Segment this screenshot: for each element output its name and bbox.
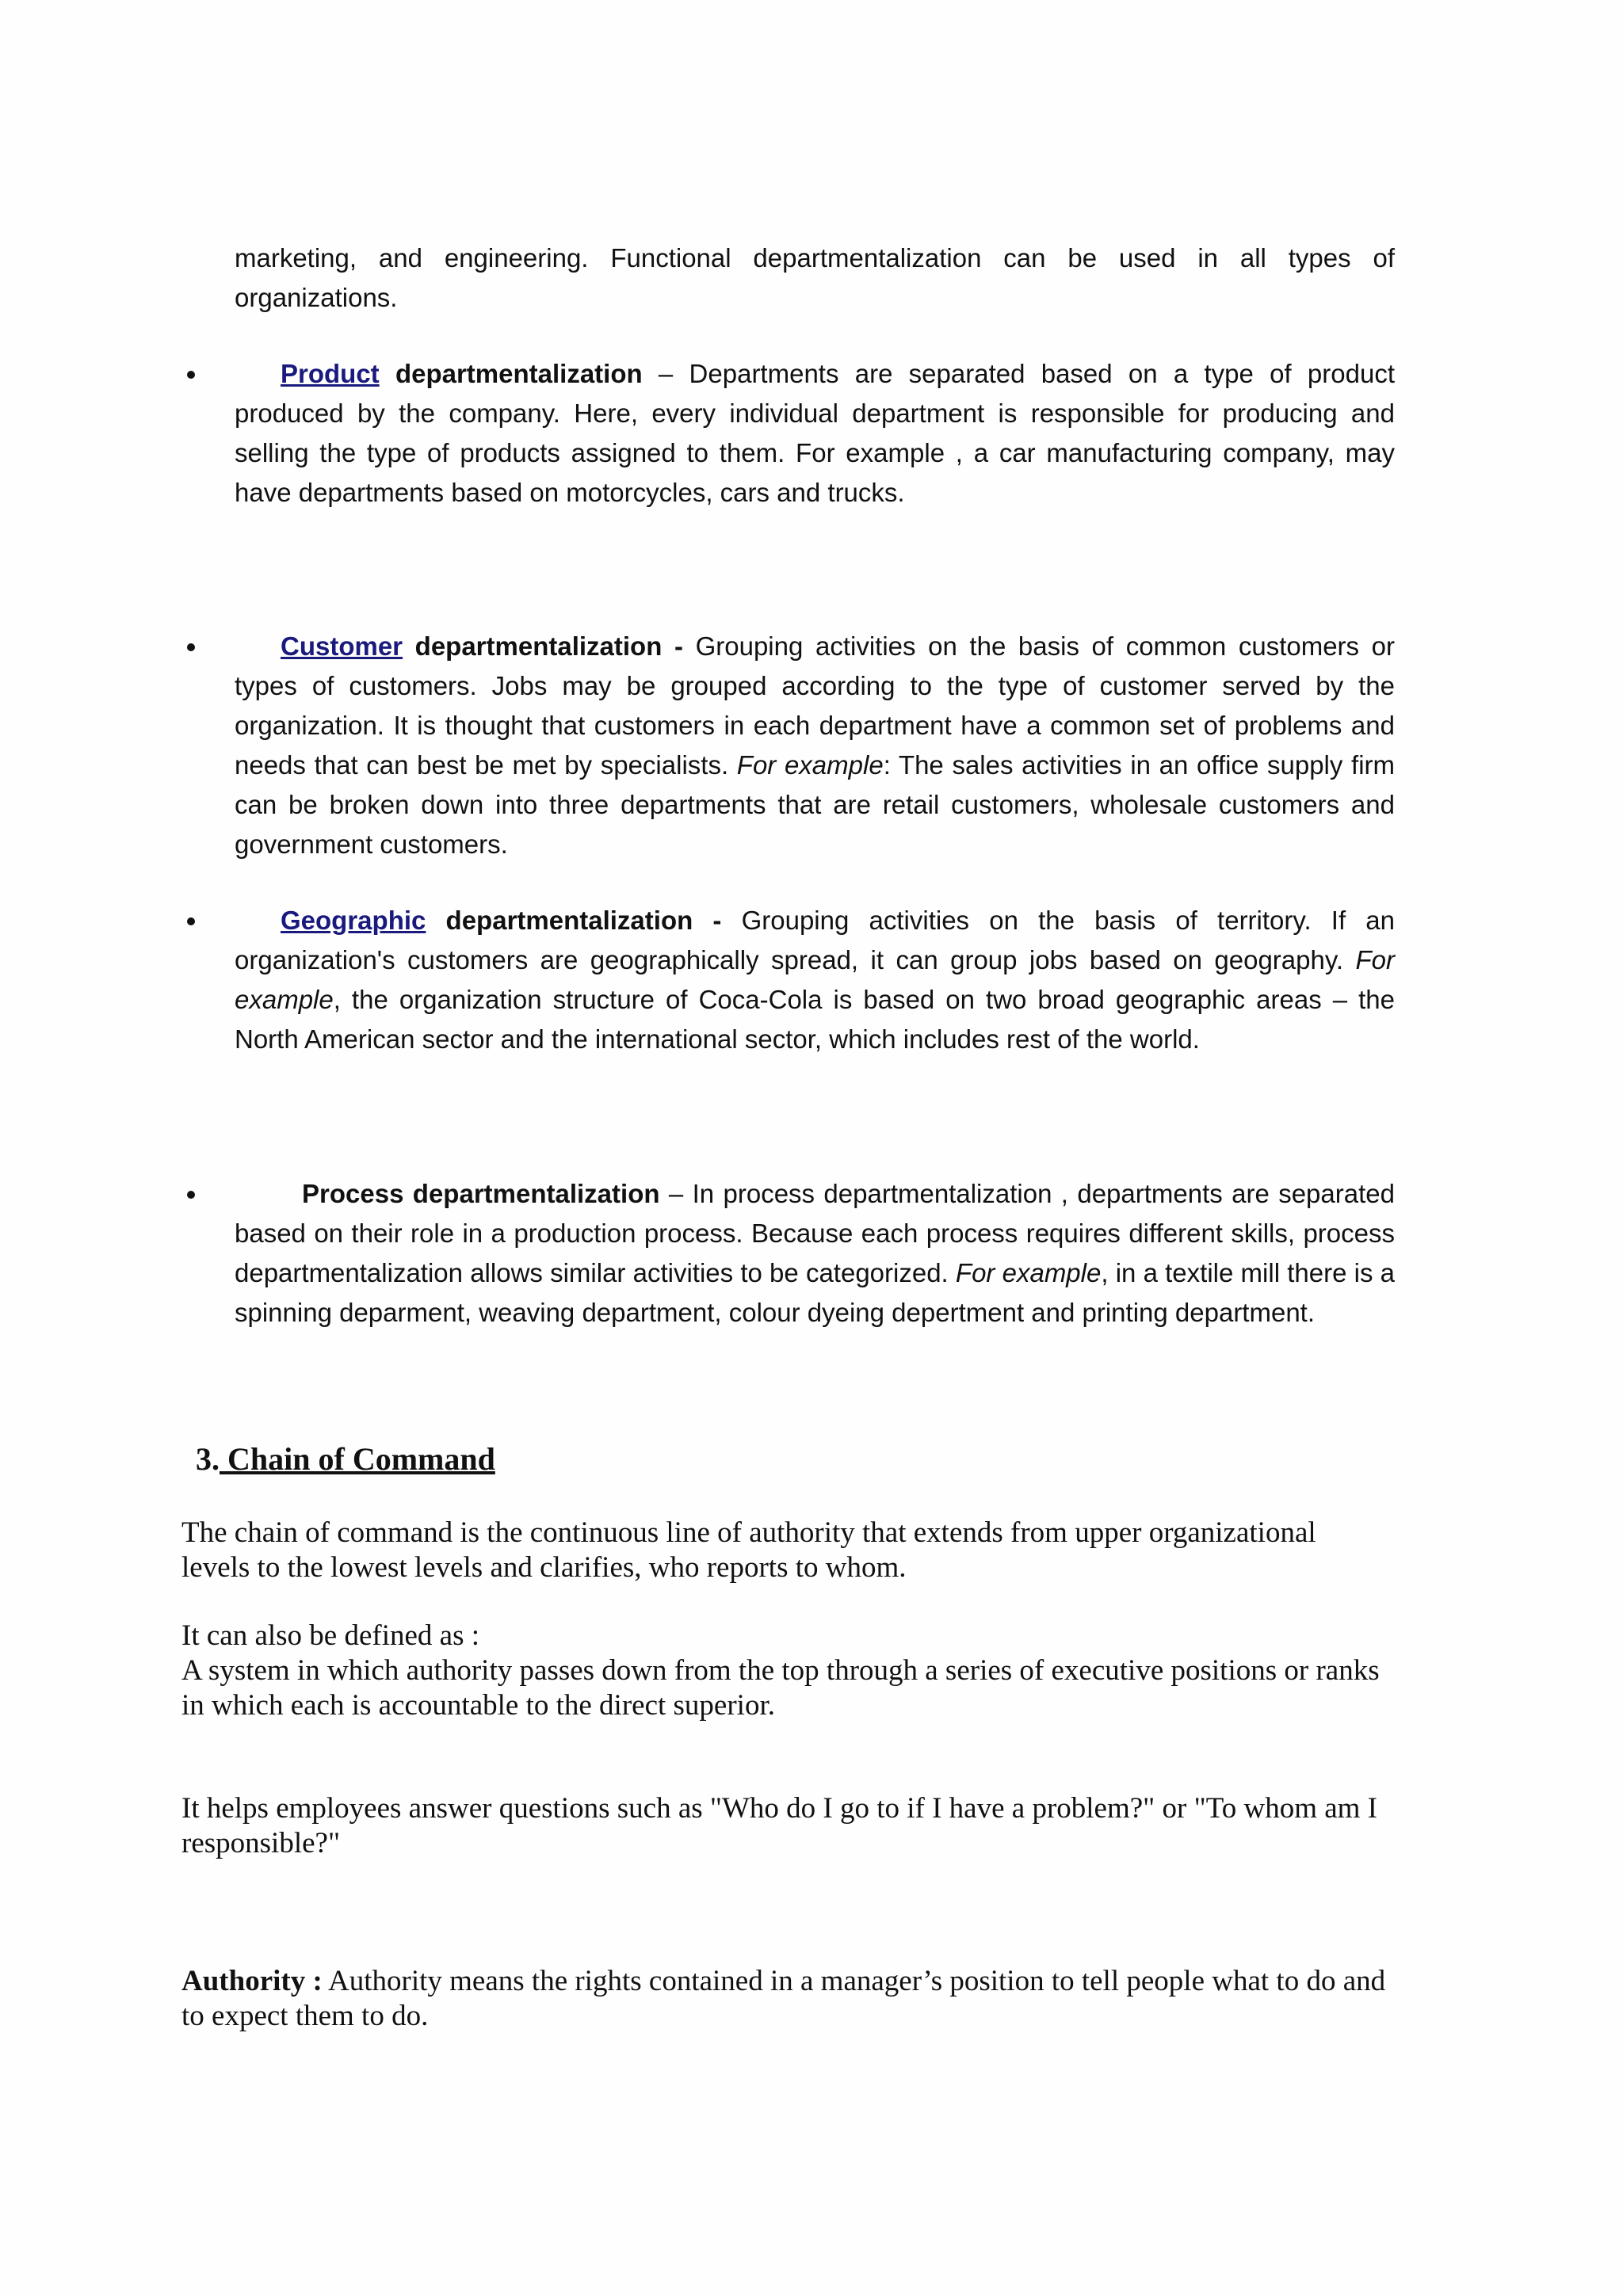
bullet-geographic (235, 901, 1395, 1059)
product-bold: departmentalization (395, 359, 643, 388)
process-text: In process departmentalization , departments are separated based on their role in a production process. Because each process requires different skills, process departmentalization allows similar activities to be categorized. (235, 1179, 1395, 1287)
product-link[interactable]: Product (281, 359, 380, 388)
process-bold: Process departmentalization (302, 1179, 660, 1208)
section-title: Chain of Command (220, 1441, 495, 1477)
bullet-process: Process departmentalization – In process departmentalization , departments are separated based on their role in a production process. Because each process requires different skills, process departmentalization allows similar activities to be categorized. For example, in a textile mill there is a spinning deparment, weaving department, colour dyeing depertment and printing department. (235, 1179, 1395, 1327)
authority-label: Authority : (181, 1965, 323, 1997)
bullet-dot-customer (187, 643, 195, 651)
authority-text: Authority means the rights contained in a manager’s position to tell people what to do and to expect them to do. (181, 1965, 1386, 2032)
paragraph-authority (181, 1964, 1402, 2034)
continued-paragraph-text: marketing, and engineering. Functional departmentalization can be used in all types of organizations. (235, 243, 1395, 312)
customer-italic: For example (736, 750, 884, 780)
paragraph-also-defined: It can also be defined as : A system in which authority passes down from the top through a series of executive positions or ranks in which each is accountable to the direct superior. (181, 1619, 1380, 1722)
customer-text: Grouping activities on the basis of common customers or types of customers. Jobs may be grouped according to the type of customer served by the organization. It is thought that customers in each department have a common set of problems and needs that can best be met by specialists. (235, 631, 1396, 780)
bullet-dot-geographic (187, 917, 195, 925)
process-text-after: , in a textile mill there is a spinning deparment, weaving department, colour dyeing depertment and printing department. (235, 1258, 1395, 1327)
customer-bold: departmentalization - (414, 631, 683, 661)
section-heading (196, 1440, 495, 1478)
paragraph-chain-definition: The chain of command is the continuous line of authority that extends from upper organizational levels to the lowest levels and clarifies, who reports to whom. (181, 1516, 1316, 1584)
continued-paragraph (235, 238, 1395, 318)
geographic-bold: departmentalization - (445, 906, 722, 935)
paragraph-helps-employees: It helps employees answer questions such as "Who do I go to if I have a problem?" or "To whom am I responsible?" (181, 1792, 1377, 1859)
customer-link[interactable]: Customer (281, 631, 403, 661)
bullet-product: Product departmentalization – Departments are separated based on a type of product produced by the company. Here, every individual department is responsible for producing and selling the type of products assigned to them. For example , a car manufacturing company, may have departments based on motorcycles, cars and trucks. (235, 359, 1395, 507)
geographic-text: Grouping activities on the basis of territory. If an organization's customers are geographically spread, it can group jobs based on geography. (235, 906, 1395, 974)
bullet-dot-product (187, 371, 195, 379)
geographic-italic: For example (235, 945, 1395, 1014)
process-italic: For example (955, 1258, 1102, 1287)
geographic-link[interactable]: Geographic (281, 906, 426, 935)
product-text: Departments are separated based on a type of product produced by the company. Here, every individual department is responsible for producing and selling the type of products assigned to them. For example , a car manufacturing company, may have departments based on motorcycles, cars and trucks. (235, 359, 1395, 507)
geographic-text-after: , the organization structure of Coca-Cola is based on two broad geographic areas – the North American sector and the international sector, which includes rest of the world. (235, 985, 1395, 1054)
section-number: 3. (196, 1441, 220, 1477)
customer-text-after: : The sales activities in an office supply firm can be broken down into three departments that are retail customers, wholesale customers and government customers. (235, 750, 1396, 859)
bullet-customer (235, 627, 1395, 864)
bullet-dot-process (187, 1191, 195, 1199)
